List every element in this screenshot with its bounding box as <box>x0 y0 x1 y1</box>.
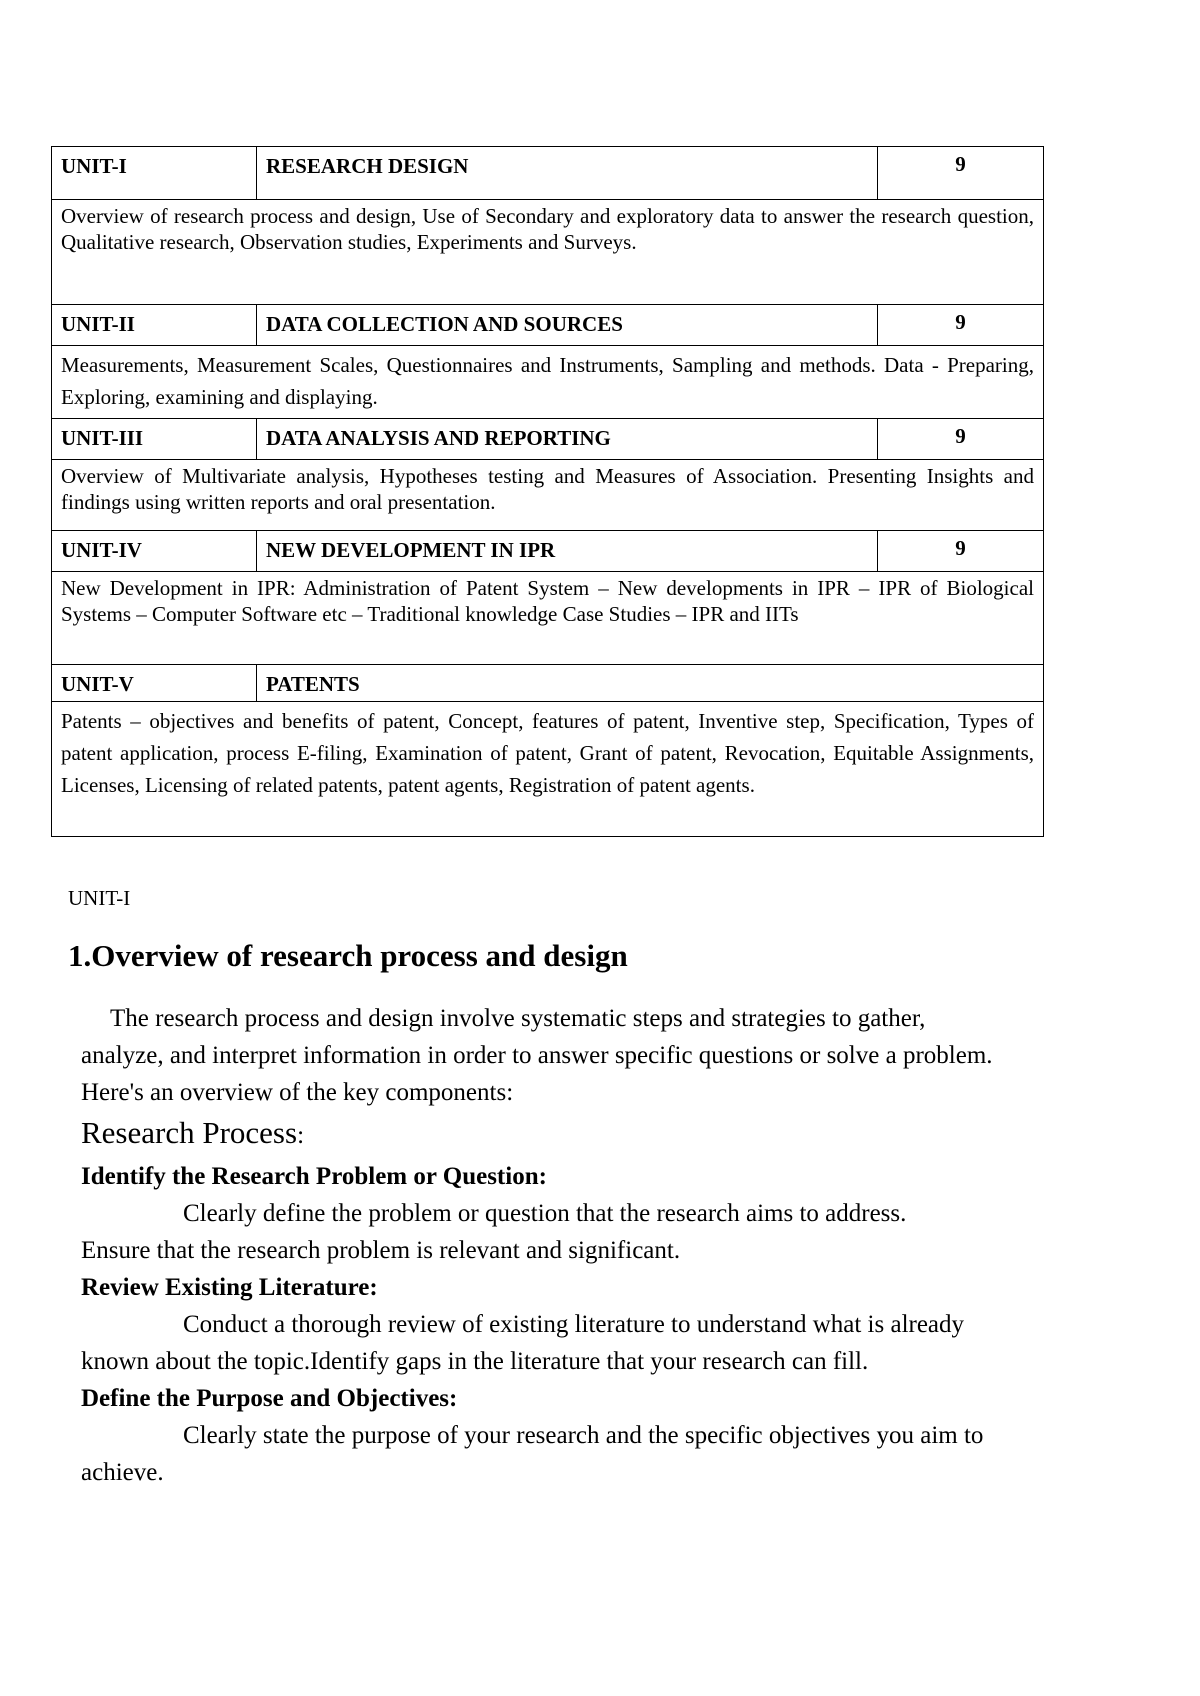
unit-header-row <box>52 147 1044 200</box>
unit-title: PATENTS <box>257 665 1044 702</box>
unit-header-row <box>52 531 1044 572</box>
unit-number: UNIT-II <box>52 305 257 346</box>
unit-label: UNIT-I <box>68 886 131 910</box>
section-title: 1.Overview of research process and design <box>68 938 628 973</box>
process-heading <box>81 1111 1141 1158</box>
unit-title: RESEARCH DESIGN <box>257 147 878 200</box>
step-text: Ensure that the research problem is relevant and significant. <box>81 1237 681 1264</box>
intro-line: The research process and design involve systematic steps and strategies to gather, <box>110 1005 926 1032</box>
unit-number: UNIT-III <box>52 419 257 460</box>
unit-hours: 9 <box>878 147 1044 200</box>
unit-number: UNIT-V <box>52 665 257 702</box>
unit-title: DATA COLLECTION AND SOURCES <box>257 305 878 346</box>
unit-content: Overview of research process and design, Use of Secondary and exploratory data to answer the research question, Qualitative research, Observation studies, Experiments and Surveys. <box>52 200 1044 305</box>
intro-line: analyze, and interpret information in order to answer specific questions or solve a problem. <box>81 1042 993 1069</box>
step-title: Review Existing Literature: <box>81 1274 378 1301</box>
unit-content-row <box>52 346 1044 419</box>
unit-content-row <box>52 460 1044 531</box>
step-text: Clearly state the purpose of your research and the specific objectives you aim to <box>183 1422 984 1449</box>
unit-header-row <box>52 419 1044 460</box>
unit-content: New Development in IPR: Administration of Patent System – New developments in IPR – IPR of Biological Systems – Computer Software etc – Traditional knowledge Case Studies – IPR and IITs <box>52 572 1044 665</box>
step-title: Define the Purpose and Objectives: <box>81 1385 458 1412</box>
unit-header-row <box>52 305 1044 346</box>
unit-content: Patents – objectives and benefits of patent, Concept, features of patent, Inventive step, Specification, Types of patent application, process E-filing, Examination of patent, Grant of patent, Revocation, Equitable Assignments, Licenses, Licensing of related patents, patent agents, Registration of patent agents. <box>52 702 1044 837</box>
unit-header-row <box>52 665 1044 702</box>
unit-hours: 9 <box>878 531 1044 572</box>
intro-line: Here's an overview of the key components: <box>81 1079 514 1106</box>
unit-number: UNIT-I <box>52 147 257 200</box>
unit-content-row <box>52 200 1044 305</box>
step-text: Conduct a thorough review of existing literature to understand what is already <box>183 1311 965 1338</box>
unit-content-row <box>52 572 1044 665</box>
unit-number: UNIT-IV <box>52 531 257 572</box>
step-text: known about the topic.Identify gaps in the literature that your research can fill. <box>81 1348 869 1375</box>
step-title: Identify the Research Problem or Question: <box>81 1163 547 1190</box>
process-heading-text: Research Process <box>81 1115 298 1150</box>
step-text: achieve. <box>81 1459 164 1486</box>
unit-title: NEW DEVELOPMENT IN IPR <box>257 531 878 572</box>
unit-content: Measurements, Measurement Scales, Questionnaires and Instruments, Sampling and methods. Data - Preparing, Exploring, examining and displaying. <box>52 346 1044 419</box>
unit-title: DATA ANALYSIS AND REPORTING <box>257 419 878 460</box>
syllabus-table <box>51 146 1044 837</box>
unit-content: Overview of Multivariate analysis, Hypotheses testing and Measures of Association. Presenting Insights and findings using written reports and oral presentation. <box>52 460 1044 531</box>
step-text: Clearly define the problem or question that the research aims to address. <box>183 1200 907 1227</box>
notes-body <box>81 1000 1141 1491</box>
process-heading-colon: : <box>297 1122 305 1149</box>
unit-hours: 9 <box>878 419 1044 460</box>
unit-content-row <box>52 702 1044 837</box>
unit-hours: 9 <box>878 305 1044 346</box>
